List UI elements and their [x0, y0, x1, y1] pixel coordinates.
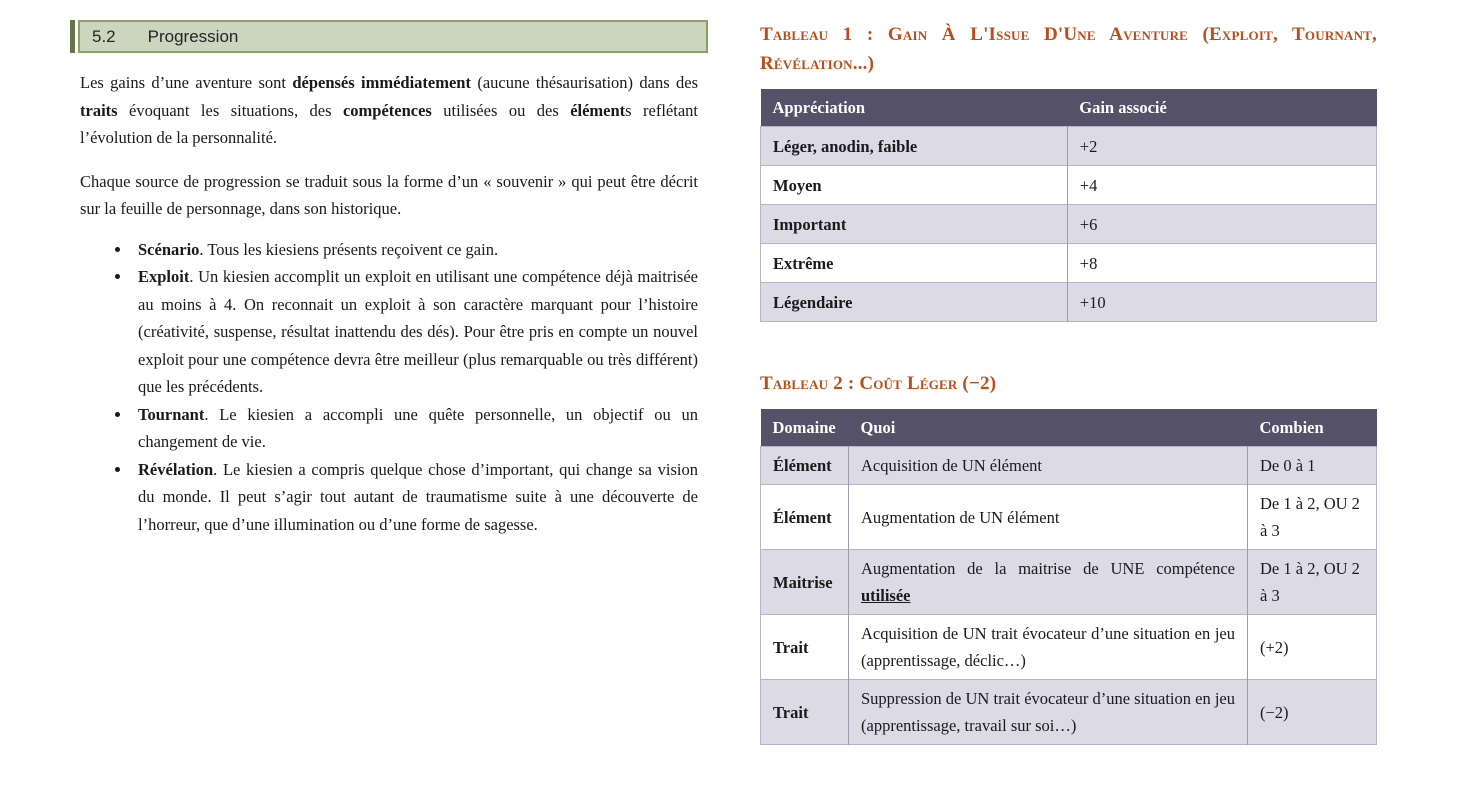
text-segment: . Le kiesien a compris quelque chose d’important, qui change sa vision du monde. Il peut s’agir tout autant de traumatisme suite à une découverte de l’horreur, que d’une illumination ou d’une forme de sagesse.	[138, 459, 698, 534]
text-segment: Révélation	[138, 459, 214, 479]
text-segment: utilisée	[861, 586, 911, 605]
right-tables-column	[760, 20, 1377, 745]
table-cell: Maitrise	[773, 572, 833, 592]
section-header-box	[78, 20, 708, 53]
table-cell: Élément	[773, 456, 832, 475]
text-segment: s reflétant l’évolution de la personnalité.	[80, 100, 698, 147]
table-row	[761, 127, 1377, 166]
text-segment: Acquisition de UN trait évocateur d’une situation en jeu (apprentissage, déclic…)	[861, 624, 1235, 670]
text-segment: dépensés immédiatement	[292, 73, 471, 92]
table-cell: +6	[1067, 205, 1376, 244]
table-cell: +8	[1067, 244, 1376, 283]
text-segment: élément	[570, 100, 626, 120]
list-item	[132, 401, 698, 456]
table-header-row	[761, 409, 1377, 447]
text-segment: Tournant	[138, 404, 205, 424]
table-cell: +2	[1067, 127, 1376, 166]
list-item	[132, 263, 698, 401]
text-segment: Acquisition de UN élément	[861, 456, 1043, 475]
column-header: Combien	[1248, 409, 1377, 447]
table-row	[761, 680, 1377, 745]
text-segment: . Le kiesien a accompli une quête personnelle, un objectif ou un changement de vie.	[138, 404, 698, 451]
table-cell: Moyen	[773, 175, 822, 195]
text-segment: . Tous les kiesiens présents reçoivent ce gain.	[199, 239, 499, 259]
text-segment: (aucune thésaurisation) dans des	[470, 73, 699, 92]
text-segment: Scénario	[138, 239, 200, 259]
table-cell	[849, 550, 1248, 615]
table-cell: Élément	[773, 507, 832, 527]
paragraph-gains	[80, 69, 698, 152]
text-segment: Chaque source de progression se traduit sous la forme d’un « souvenir » qui peut être décrit sur la feuille de personnage, dans son historique.	[80, 171, 698, 218]
table-cell: (+2)	[1248, 615, 1377, 680]
text-segment: compétences	[342, 100, 432, 120]
table-cell: De 1 à 2, OU 2 à 3	[1248, 485, 1377, 550]
table-row	[761, 283, 1377, 322]
table-cell: +10	[1067, 283, 1376, 322]
table2-title: Tableau 2 : Coût Léger (−2)	[760, 373, 997, 394]
left-text-column	[70, 20, 708, 538]
table-cell: +4	[1067, 166, 1376, 205]
table-cell: Trait	[773, 637, 809, 657]
table-cell	[849, 447, 1248, 485]
table-cell: Légendaire	[773, 292, 853, 312]
column-header: Appréciation	[761, 89, 1068, 127]
list-item	[132, 456, 698, 539]
table-row	[761, 485, 1377, 550]
table-row	[761, 166, 1377, 205]
table-cell: Important	[773, 214, 847, 234]
text-segment: Suppression de UN trait évocateur d’une situation en jeu (apprentissage, travail sur soi…)	[861, 689, 1235, 735]
text-segment: Augmentation de la maitrise de UNE compétence	[861, 559, 1235, 578]
table-cout-leger	[760, 409, 1377, 745]
table-cell: (−2)	[1248, 680, 1377, 745]
table1-title: Tableau 1 : Gain À L'Issue D'Une Aventure (Exploit, Tournant, Révélation...)	[760, 24, 1377, 74]
column-header: Gain associé	[1067, 89, 1376, 127]
table-cell: Trait	[773, 702, 809, 722]
text-segment: évoquant les situations, des	[117, 100, 343, 120]
table-gain-aventure	[760, 89, 1377, 322]
column-header: Domaine	[761, 409, 849, 447]
table-cell	[849, 615, 1248, 680]
table-cell: Léger, anodin, faible	[773, 136, 918, 156]
text-segment: . Un kiesien accomplit un exploit en utilisant une compétence déjà maitrisée au moins à 4. On reconnait un exploit à son caractère marquant pour l’histoire (créativité, suspense, résultat inattendu des dés). Pour être pris en compte un nouvel exploit pour une compétence devra être meilleur (plus remarquable ou très différent) que les précédents.	[138, 267, 698, 396]
column-header: Quoi	[849, 409, 1248, 447]
section-header	[70, 20, 708, 53]
table-cell: Extrême	[773, 253, 834, 273]
table-row	[761, 244, 1377, 283]
table-row	[761, 447, 1377, 485]
text-segment: Exploit	[138, 267, 190, 286]
table-row	[761, 550, 1377, 615]
section-number: 5.2	[92, 26, 116, 46]
paragraph-souvenir	[80, 168, 698, 223]
table-cell: De 1 à 2, OU 2 à 3	[1248, 550, 1377, 615]
table-cell	[849, 485, 1248, 550]
section-title: Progression	[147, 26, 239, 46]
text-segment: Augmentation de UN élément	[861, 507, 1060, 527]
table-row	[761, 615, 1377, 680]
table-header-row	[761, 89, 1377, 127]
text-segment: Les gains d’une aventure sont	[80, 73, 293, 92]
text-segment: utilisées ou des	[431, 100, 571, 120]
text-segment: traits	[80, 100, 118, 120]
progression-bullet-list	[80, 236, 698, 539]
table-row	[761, 205, 1377, 244]
table-cell: De 0 à 1	[1248, 447, 1377, 485]
table-cell	[849, 680, 1248, 745]
list-item	[132, 236, 698, 264]
section-header-accent-bar	[70, 20, 75, 53]
